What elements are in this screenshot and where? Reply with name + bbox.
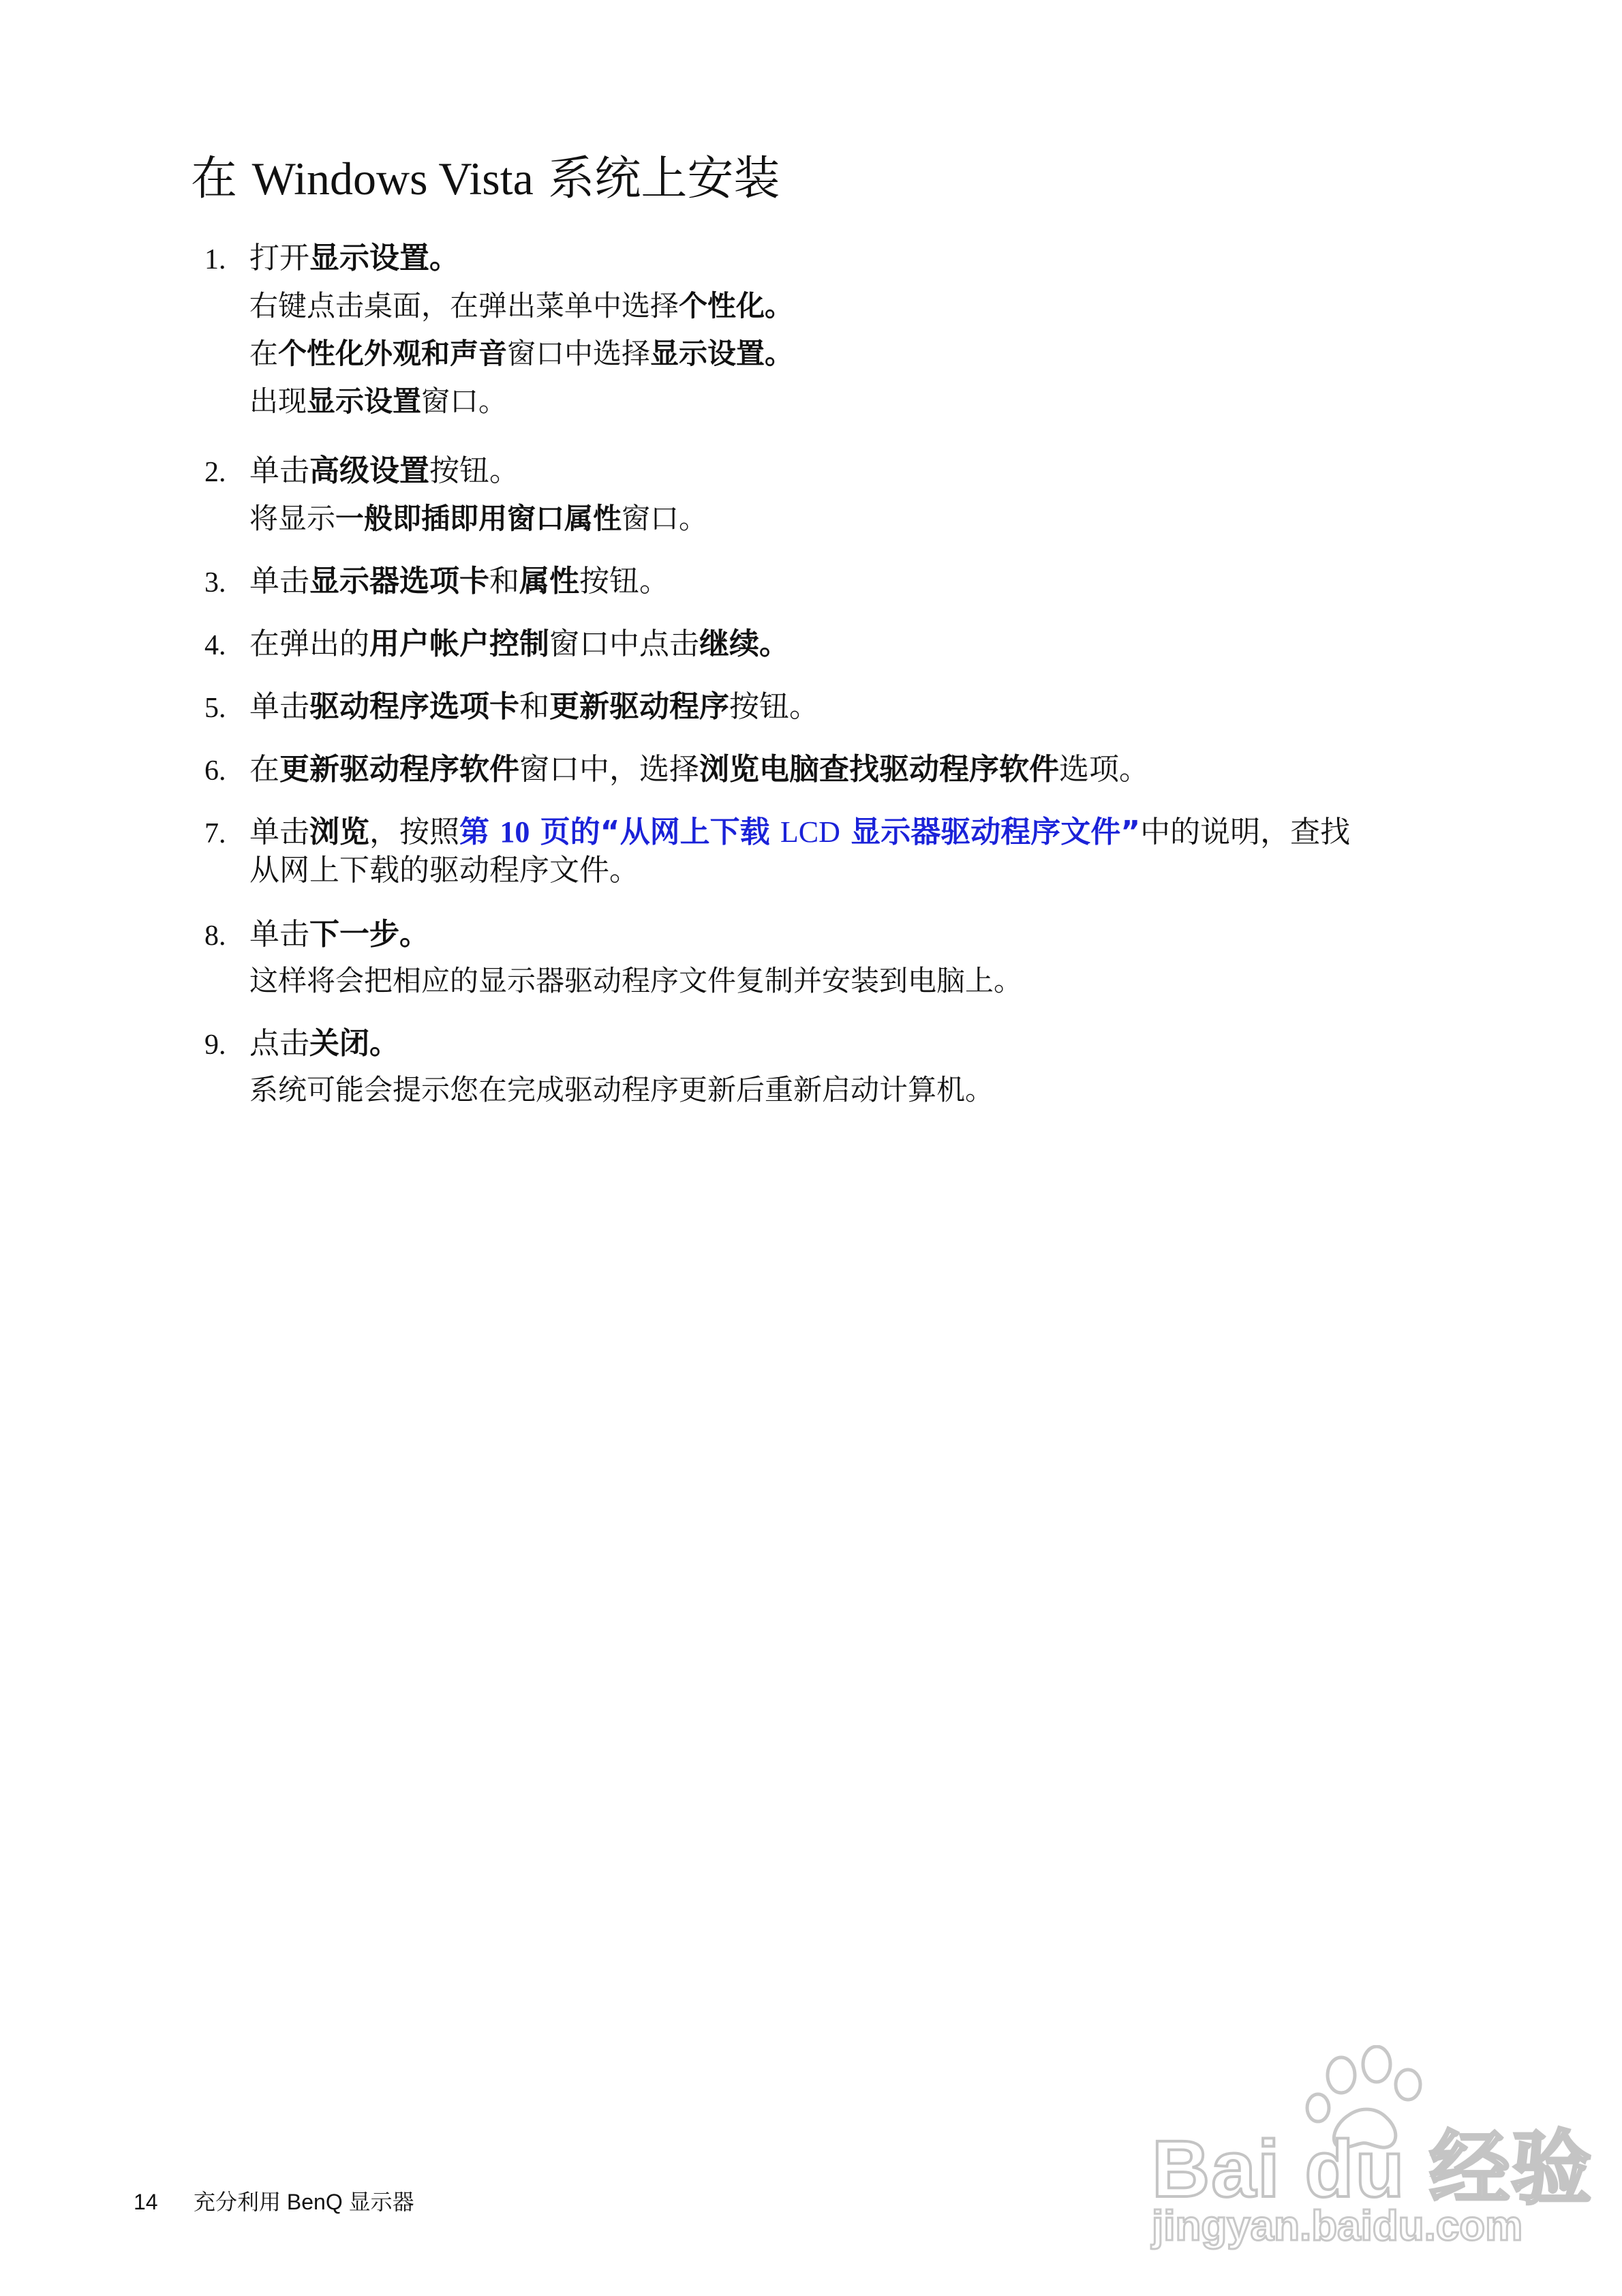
link-text: LCD	[780, 815, 840, 849]
text: 窗口中，选择	[519, 752, 699, 787]
step-description	[249, 285, 793, 327]
text: 和	[489, 564, 519, 599]
text: 选项。	[1059, 752, 1149, 787]
ui-term: 一般即插即用窗口属性	[335, 502, 622, 535]
ui-term: 个性化。	[679, 289, 794, 322]
text: 单击	[249, 689, 309, 724]
text: 和	[519, 689, 549, 724]
ui-term: 显示器选项卡	[309, 564, 489, 599]
baidu-watermark	[1152, 2045, 1593, 2250]
text: 打开	[249, 241, 309, 275]
text: 右键点击桌面，在弹出菜单中选择	[249, 289, 679, 322]
step-number: 3.	[204, 567, 226, 599]
link-page-number: 10	[500, 815, 530, 849]
step-description	[249, 498, 707, 540]
link-text: 页的“从网上下载	[530, 815, 780, 849]
page-number: 14	[134, 2190, 158, 2214]
ui-term: 属性	[519, 564, 579, 599]
link-text: 第	[459, 815, 500, 849]
text: 将显示	[249, 502, 336, 535]
step-number: 4.	[204, 630, 226, 661]
text: 在	[249, 337, 279, 370]
ui-term: 显示设置。	[650, 337, 794, 370]
title-suffix: 系统上安装	[533, 152, 780, 206]
ui-term: 显示设置。	[309, 241, 459, 275]
text: 单击	[249, 815, 309, 849]
ui-term: 显示设置	[307, 384, 422, 418]
ui-term: 驱动程序选项卡	[309, 689, 519, 724]
ui-term: 浏览电脑查找驱动程序软件	[699, 752, 1059, 787]
text: 窗口中选择	[507, 337, 651, 370]
page-title	[191, 151, 780, 207]
text: 窗口。	[622, 502, 708, 535]
step-instruction	[249, 1023, 399, 1065]
text: 单击	[249, 564, 309, 599]
watermark-brand: Bai du 经验	[1152, 2124, 1593, 2214]
ui-term: 个性化外观和声音	[278, 337, 508, 370]
step-number: 9.	[204, 1029, 226, 1061]
step-instruction	[249, 686, 819, 728]
cross-reference-link[interactable]	[459, 815, 1140, 849]
watermark-url: jingyan.baidu.com	[1152, 2203, 1523, 2250]
text: 在	[249, 752, 279, 787]
link-text: 显示器驱动程序文件”	[840, 815, 1141, 849]
ui-term: 高级设置	[309, 453, 429, 488]
text: 窗口中点击	[549, 626, 699, 661]
step-number: 8.	[204, 920, 226, 952]
step-number: 1.	[204, 244, 226, 275]
text: 窗口。	[421, 384, 508, 418]
ui-term: 更新驱动程序软件	[279, 752, 519, 787]
page-footer	[134, 2188, 414, 2216]
text: 中的说明，查找	[1140, 815, 1351, 849]
step-number: 5.	[204, 693, 226, 724]
text: 出现	[249, 384, 307, 418]
step-instruction-continued: 从网上下载的驱动程序文件。	[249, 853, 639, 888]
step-description: 这样将会把相应的显示器驱动程序文件复制并安装到电脑上。	[249, 964, 1023, 997]
step-instruction	[249, 749, 1149, 791]
text: 点击	[249, 1026, 309, 1061]
text: 在弹出的	[249, 626, 369, 661]
step-instruction	[249, 623, 789, 665]
step-instruction	[249, 237, 459, 280]
step-description	[249, 333, 793, 375]
step-description	[249, 380, 507, 423]
step-number: 7.	[204, 818, 226, 849]
step-instruction	[249, 450, 519, 492]
ui-term: 更新驱动程序	[549, 689, 729, 724]
step-instruction	[249, 913, 429, 956]
text: 按钮。	[729, 689, 819, 724]
step-description: 系统可能会提示您在完成驱动程序更新后重新启动计算机。	[249, 1073, 994, 1106]
ui-term: 关闭。	[309, 1026, 399, 1061]
text: 按钮。	[429, 453, 519, 488]
text: 单击	[249, 453, 309, 488]
step-instruction	[249, 811, 1350, 854]
ui-term: 浏览	[309, 815, 369, 849]
text: 单击	[249, 917, 309, 952]
ui-term: 用户帐户控制	[369, 626, 549, 661]
title-prefix: 在	[191, 152, 252, 206]
step-number: 2.	[204, 457, 226, 488]
ui-term: 继续。	[699, 626, 789, 661]
footer-text: 充分利用 BenQ 显示器	[194, 2190, 414, 2214]
text: ，按照	[369, 815, 459, 849]
text: 按钮。	[579, 564, 669, 599]
title-os-name: Windows Vista	[251, 153, 534, 205]
step-number: 6.	[204, 755, 226, 787]
ui-term: 下一步。	[309, 917, 429, 952]
step-instruction	[249, 560, 669, 603]
